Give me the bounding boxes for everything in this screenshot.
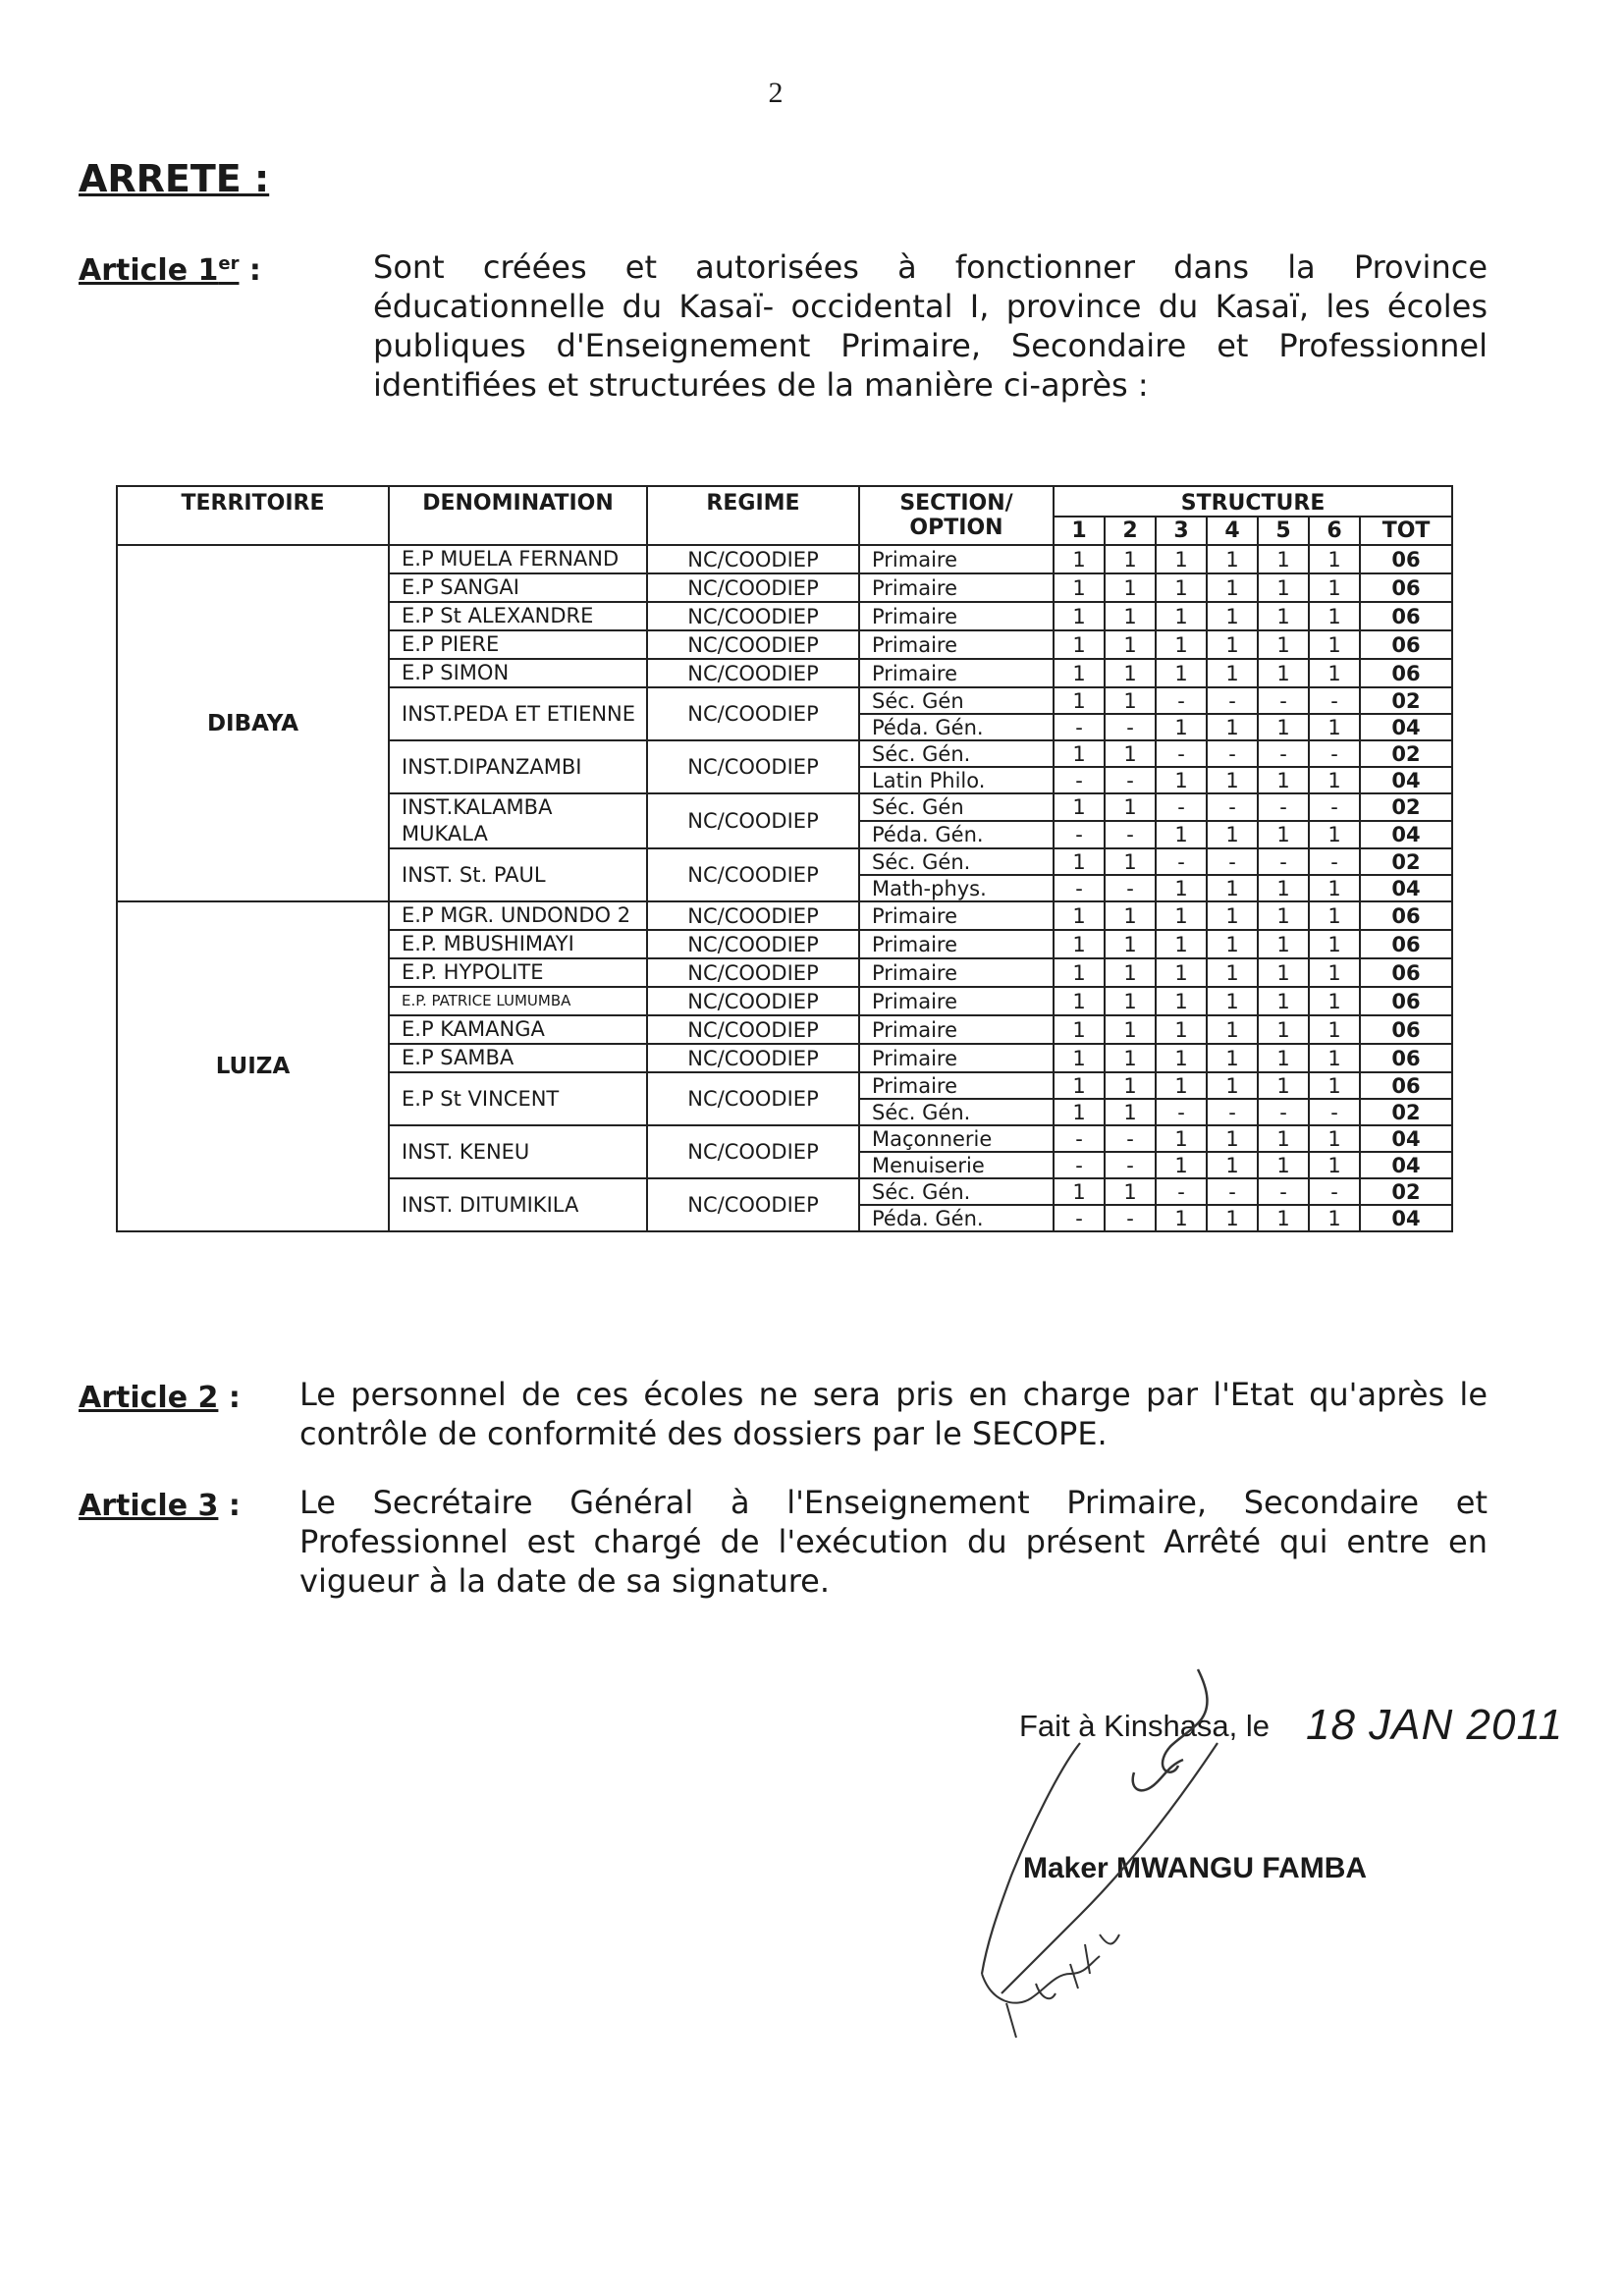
structure-year-1: 1 bbox=[1054, 930, 1105, 958]
structure-year-3: 1 bbox=[1156, 767, 1207, 793]
article-3-label: Article 3 : bbox=[79, 1489, 241, 1523]
structure-year-4: 1 bbox=[1207, 1015, 1258, 1044]
structure-year-6: 1 bbox=[1309, 1152, 1360, 1178]
structure-total: 06 bbox=[1360, 1015, 1452, 1044]
structure-year-4: 1 bbox=[1207, 1205, 1258, 1231]
structure-year-6: 1 bbox=[1309, 659, 1360, 687]
decree-heading: ARRETE : bbox=[79, 157, 270, 200]
structure-year-1: 1 bbox=[1054, 545, 1105, 573]
header-col-tot: TOT bbox=[1360, 517, 1452, 545]
header-denomination: DENOMINATION bbox=[389, 486, 647, 545]
school-regime: NC/COODIEP bbox=[647, 740, 859, 793]
structure-year-2: - bbox=[1105, 767, 1156, 793]
school-name: E.P PIERE bbox=[389, 630, 647, 659]
section-option: Latin Philo. bbox=[859, 767, 1054, 793]
structure-year-6: 1 bbox=[1309, 930, 1360, 958]
structure-total: 04 bbox=[1360, 1125, 1452, 1152]
handwritten-signature bbox=[962, 1650, 1316, 2072]
structure-year-5: 1 bbox=[1258, 901, 1309, 930]
structure-total: 06 bbox=[1360, 602, 1452, 630]
structure-year-2: 1 bbox=[1105, 793, 1156, 821]
school-name: E.P. MBUSHIMAYI bbox=[389, 930, 647, 958]
structure-year-2: 1 bbox=[1105, 687, 1156, 714]
section-option: Séc. Gén. bbox=[859, 1178, 1054, 1205]
structure-year-3: - bbox=[1156, 848, 1207, 875]
article-3-text: Le Secrétaire Général à l'Enseignement Primaire, Secondaire et Professionnel est chargé de l'exécution du présent Arrêté qui entre en vigueur à la date de sa signature. bbox=[299, 1484, 1488, 1600]
structure-year-2: 1 bbox=[1105, 930, 1156, 958]
school-regime: NC/COODIEP bbox=[647, 1044, 859, 1072]
structure-year-6: - bbox=[1309, 740, 1360, 767]
structure-year-1: 1 bbox=[1054, 1015, 1105, 1044]
structure-year-6: 1 bbox=[1309, 875, 1360, 901]
structure-year-4: 1 bbox=[1207, 545, 1258, 573]
structure-year-2: 1 bbox=[1105, 545, 1156, 573]
header-col-4: 4 bbox=[1207, 517, 1258, 545]
structure-year-5: 1 bbox=[1258, 1205, 1309, 1231]
structure-year-4: 1 bbox=[1207, 659, 1258, 687]
structure-year-5: 1 bbox=[1258, 1125, 1309, 1152]
section-option: Math-phys. bbox=[859, 875, 1054, 901]
structure-year-3: 1 bbox=[1156, 1072, 1207, 1099]
section-option: Péda. Gén. bbox=[859, 821, 1054, 848]
structure-year-2: 1 bbox=[1105, 1044, 1156, 1072]
school-name: E.P MUELA FERNAND bbox=[389, 545, 647, 573]
structure-total: 04 bbox=[1360, 821, 1452, 848]
school-regime: NC/COODIEP bbox=[647, 659, 859, 687]
structure-year-6: 1 bbox=[1309, 1125, 1360, 1152]
structure-year-6: 1 bbox=[1309, 573, 1360, 602]
structure-year-2: 1 bbox=[1105, 659, 1156, 687]
structure-year-1: - bbox=[1054, 767, 1105, 793]
school-name: E.P SANGAI bbox=[389, 573, 647, 602]
structure-year-1: 1 bbox=[1054, 659, 1105, 687]
section-option: Primaire bbox=[859, 573, 1054, 602]
section-option: Primaire bbox=[859, 1072, 1054, 1099]
structure-year-4: 1 bbox=[1207, 630, 1258, 659]
structure-year-1: 1 bbox=[1054, 1072, 1105, 1099]
structure-year-2: 1 bbox=[1105, 740, 1156, 767]
structure-year-5: 1 bbox=[1258, 602, 1309, 630]
structure-total: 04 bbox=[1360, 1152, 1452, 1178]
structure-year-4: 1 bbox=[1207, 1044, 1258, 1072]
header-territoire: TERRITOIRE bbox=[117, 486, 389, 545]
school-name: INST. DITUMIKILA bbox=[389, 1178, 647, 1231]
header-col-5: 5 bbox=[1258, 517, 1309, 545]
structure-year-1: 1 bbox=[1054, 740, 1105, 767]
structure-year-1: - bbox=[1054, 821, 1105, 848]
structure-year-5: 1 bbox=[1258, 1015, 1309, 1044]
structure-year-6: 1 bbox=[1309, 714, 1360, 740]
section-option: Séc. Gén. bbox=[859, 1099, 1054, 1125]
school-regime: NC/COODIEP bbox=[647, 573, 859, 602]
header-col-2: 2 bbox=[1105, 517, 1156, 545]
structure-year-2: 1 bbox=[1105, 1178, 1156, 1205]
school-name: E.P KAMANGA bbox=[389, 1015, 647, 1044]
header-col-1: 1 bbox=[1054, 517, 1105, 545]
territory-name: LUIZA bbox=[117, 901, 389, 1231]
structure-total: 02 bbox=[1360, 740, 1452, 767]
school-regime: NC/COODIEP bbox=[647, 1015, 859, 1044]
structure-year-1: 1 bbox=[1054, 602, 1105, 630]
structure-year-3: - bbox=[1156, 1178, 1207, 1205]
school-regime: NC/COODIEP bbox=[647, 848, 859, 901]
section-option: Séc. Gén. bbox=[859, 848, 1054, 875]
structure-year-3: 1 bbox=[1156, 1015, 1207, 1044]
article-1-label: Article 1er : bbox=[79, 253, 261, 288]
structure-year-2: - bbox=[1105, 821, 1156, 848]
structure-year-5: - bbox=[1258, 687, 1309, 714]
article-2-text: Le personnel de ces écoles ne sera pris en charge par l'Etat qu'après le contrôle de conformité des dossiers par le SECOPE. bbox=[299, 1376, 1488, 1452]
structure-year-2: 1 bbox=[1105, 1072, 1156, 1099]
school-name: E.P MGR. UNDONDO 2 bbox=[389, 901, 647, 930]
structure-year-4: - bbox=[1207, 1099, 1258, 1125]
signer-name: Maker MWANGU FAMBA bbox=[1023, 1852, 1368, 1884]
school-regime: NC/COODIEP bbox=[647, 1178, 859, 1231]
structure-year-1: 1 bbox=[1054, 1099, 1105, 1125]
structure-year-6: - bbox=[1309, 793, 1360, 821]
structure-total: 04 bbox=[1360, 714, 1452, 740]
table-body bbox=[117, 545, 1452, 1231]
structure-year-4: - bbox=[1207, 687, 1258, 714]
section-option: Primaire bbox=[859, 1044, 1054, 1072]
structure-year-1: 1 bbox=[1054, 793, 1105, 821]
structure-year-3: - bbox=[1156, 740, 1207, 767]
structure-year-3: - bbox=[1156, 687, 1207, 714]
school-regime: NC/COODIEP bbox=[647, 793, 859, 848]
structure-total: 04 bbox=[1360, 875, 1452, 901]
structure-year-3: 1 bbox=[1156, 630, 1207, 659]
page-number: 2 bbox=[768, 77, 784, 109]
structure-total: 06 bbox=[1360, 1044, 1452, 1072]
structure-year-2: 1 bbox=[1105, 848, 1156, 875]
header-structure: STRUCTURE bbox=[1054, 486, 1452, 517]
structure-year-3: 1 bbox=[1156, 930, 1207, 958]
structure-year-1: 1 bbox=[1054, 958, 1105, 987]
section-option: Menuiserie bbox=[859, 1152, 1054, 1178]
structure-year-1: - bbox=[1054, 714, 1105, 740]
structure-year-3: 1 bbox=[1156, 1044, 1207, 1072]
structure-year-5: 1 bbox=[1258, 573, 1309, 602]
structure-year-5: 1 bbox=[1258, 930, 1309, 958]
school-name: E.P St ALEXANDRE bbox=[389, 602, 647, 630]
structure-year-2: 1 bbox=[1105, 602, 1156, 630]
structure-year-5: - bbox=[1258, 1099, 1309, 1125]
structure-year-4: 1 bbox=[1207, 1125, 1258, 1152]
structure-total: 06 bbox=[1360, 573, 1452, 602]
school-name: E.P. PATRICE LUMUMBA bbox=[389, 987, 647, 1015]
structure-year-5: - bbox=[1258, 793, 1309, 821]
structure-year-2: 1 bbox=[1105, 958, 1156, 987]
structure-year-3: 1 bbox=[1156, 545, 1207, 573]
structure-year-5: - bbox=[1258, 1178, 1309, 1205]
structure-year-3: 1 bbox=[1156, 821, 1207, 848]
structure-total: 06 bbox=[1360, 930, 1452, 958]
structure-year-6: 1 bbox=[1309, 821, 1360, 848]
structure-year-6: 1 bbox=[1309, 602, 1360, 630]
structure-year-4: 1 bbox=[1207, 987, 1258, 1015]
section-option: Péda. Gén. bbox=[859, 1205, 1054, 1231]
structure-total: 06 bbox=[1360, 901, 1452, 930]
structure-year-3: 1 bbox=[1156, 875, 1207, 901]
structure-year-4: 1 bbox=[1207, 958, 1258, 987]
structure-year-4: 1 bbox=[1207, 714, 1258, 740]
structure-total: 02 bbox=[1360, 1178, 1452, 1205]
structure-year-1: - bbox=[1054, 875, 1105, 901]
structure-year-2: - bbox=[1105, 875, 1156, 901]
structure-year-4: 1 bbox=[1207, 930, 1258, 958]
structure-total: 04 bbox=[1360, 767, 1452, 793]
structure-total: 06 bbox=[1360, 987, 1452, 1015]
school-name: INST. KENEU bbox=[389, 1125, 647, 1178]
structure-year-4: 1 bbox=[1207, 1152, 1258, 1178]
structure-year-4: - bbox=[1207, 793, 1258, 821]
school-regime: NC/COODIEP bbox=[647, 630, 859, 659]
structure-year-5: 1 bbox=[1258, 1152, 1309, 1178]
section-option: Maçonnerie bbox=[859, 1125, 1054, 1152]
school-regime: NC/COODIEP bbox=[647, 930, 859, 958]
header-col-6: 6 bbox=[1309, 517, 1360, 545]
structure-year-4: 1 bbox=[1207, 1072, 1258, 1099]
structure-year-4: 1 bbox=[1207, 602, 1258, 630]
structure-total: 06 bbox=[1360, 1072, 1452, 1099]
section-option: Primaire bbox=[859, 987, 1054, 1015]
structure-year-6: 1 bbox=[1309, 1015, 1360, 1044]
structure-year-4: 1 bbox=[1207, 573, 1258, 602]
structure-year-6: 1 bbox=[1309, 958, 1360, 987]
structure-year-3: 1 bbox=[1156, 1125, 1207, 1152]
structure-year-4: - bbox=[1207, 740, 1258, 767]
section-option: Séc. Gén bbox=[859, 687, 1054, 714]
structure-year-5: - bbox=[1258, 740, 1309, 767]
structure-year-1: 1 bbox=[1054, 848, 1105, 875]
structure-year-6: - bbox=[1309, 1178, 1360, 1205]
section-option: Primaire bbox=[859, 630, 1054, 659]
structure-year-5: 1 bbox=[1258, 630, 1309, 659]
structure-year-6: 1 bbox=[1309, 1205, 1360, 1231]
section-option: Péda. Gén. bbox=[859, 714, 1054, 740]
structure-year-5: 1 bbox=[1258, 875, 1309, 901]
section-option: Primaire bbox=[859, 958, 1054, 987]
structure-year-6: 1 bbox=[1309, 987, 1360, 1015]
structure-total: 06 bbox=[1360, 630, 1452, 659]
section-option: Séc. Gén. bbox=[859, 740, 1054, 767]
school-regime: NC/COODIEP bbox=[647, 602, 859, 630]
structure-total: 02 bbox=[1360, 687, 1452, 714]
structure-year-2: - bbox=[1105, 1205, 1156, 1231]
structure-year-5: 1 bbox=[1258, 1072, 1309, 1099]
structure-year-5: - bbox=[1258, 848, 1309, 875]
date-stamp: 18 JAN 2011 bbox=[1306, 1701, 1564, 1749]
section-option: Primaire bbox=[859, 659, 1054, 687]
structure-year-2: 1 bbox=[1105, 1015, 1156, 1044]
section-option: Primaire bbox=[859, 602, 1054, 630]
structure-year-6: - bbox=[1309, 1099, 1360, 1125]
structure-year-6: 1 bbox=[1309, 630, 1360, 659]
structure-year-5: 1 bbox=[1258, 659, 1309, 687]
structure-year-3: 1 bbox=[1156, 901, 1207, 930]
structure-year-5: 1 bbox=[1258, 545, 1309, 573]
structure-year-3: 1 bbox=[1156, 659, 1207, 687]
structure-year-5: 1 bbox=[1258, 1044, 1309, 1072]
school-name: INST.DIPANZAMBI bbox=[389, 740, 647, 793]
structure-total: 06 bbox=[1360, 659, 1452, 687]
structure-year-4: 1 bbox=[1207, 901, 1258, 930]
structure-year-1: 1 bbox=[1054, 1044, 1105, 1072]
structure-year-3: 1 bbox=[1156, 573, 1207, 602]
structure-year-1: 1 bbox=[1054, 901, 1105, 930]
structure-year-1: 1 bbox=[1054, 687, 1105, 714]
school-regime: NC/COODIEP bbox=[647, 687, 859, 740]
structure-year-1: 1 bbox=[1054, 630, 1105, 659]
structure-total: 06 bbox=[1360, 958, 1452, 987]
structure-year-1: 1 bbox=[1054, 1178, 1105, 1205]
school-regime: NC/COODIEP bbox=[647, 958, 859, 987]
structure-year-5: 1 bbox=[1258, 958, 1309, 987]
section-option: Primaire bbox=[859, 901, 1054, 930]
header-regime: REGIME bbox=[647, 486, 859, 545]
structure-year-5: 1 bbox=[1258, 767, 1309, 793]
structure-year-1: - bbox=[1054, 1125, 1105, 1152]
structure-year-1: 1 bbox=[1054, 573, 1105, 602]
structure-year-1: - bbox=[1054, 1152, 1105, 1178]
school-name: INST. St. PAUL bbox=[389, 848, 647, 901]
structure-year-3: - bbox=[1156, 793, 1207, 821]
table-row bbox=[117, 901, 1452, 930]
structure-year-3: - bbox=[1156, 1099, 1207, 1125]
structure-year-2: - bbox=[1105, 714, 1156, 740]
structure-year-4: - bbox=[1207, 848, 1258, 875]
structure-year-6: - bbox=[1309, 687, 1360, 714]
structure-year-3: 1 bbox=[1156, 987, 1207, 1015]
school-name: INST.KALAMBA MUKALA bbox=[389, 793, 647, 848]
section-option: Primaire bbox=[859, 545, 1054, 573]
school-regime: NC/COODIEP bbox=[647, 901, 859, 930]
structure-year-3: 1 bbox=[1156, 714, 1207, 740]
article-2-label: Article 2 : bbox=[79, 1381, 241, 1415]
structure-year-5: 1 bbox=[1258, 821, 1309, 848]
structure-year-5: 1 bbox=[1258, 714, 1309, 740]
structure-year-2: 1 bbox=[1105, 901, 1156, 930]
structure-year-2: - bbox=[1105, 1152, 1156, 1178]
structure-year-6: 1 bbox=[1309, 767, 1360, 793]
school-name: E.P SIMON bbox=[389, 659, 647, 687]
structure-year-3: 1 bbox=[1156, 1152, 1207, 1178]
structure-total: 02 bbox=[1360, 848, 1452, 875]
structure-year-1: - bbox=[1054, 1205, 1105, 1231]
structure-year-5: 1 bbox=[1258, 987, 1309, 1015]
school-name: INST.PEDA ET ETIENNE bbox=[389, 687, 647, 740]
section-option: Séc. Gén bbox=[859, 793, 1054, 821]
school-regime: NC/COODIEP bbox=[647, 545, 859, 573]
school-name: E.P SAMBA bbox=[389, 1044, 647, 1072]
structure-total: 04 bbox=[1360, 1205, 1452, 1231]
structure-year-1: 1 bbox=[1054, 987, 1105, 1015]
section-option: Primaire bbox=[859, 1015, 1054, 1044]
structure-year-4: 1 bbox=[1207, 821, 1258, 848]
structure-total: 02 bbox=[1360, 793, 1452, 821]
structure-year-3: 1 bbox=[1156, 958, 1207, 987]
school-regime: NC/COODIEP bbox=[647, 1072, 859, 1125]
header-col-3: 3 bbox=[1156, 517, 1207, 545]
structure-year-4: 1 bbox=[1207, 875, 1258, 901]
structure-year-6: 1 bbox=[1309, 1072, 1360, 1099]
structure-year-6: 1 bbox=[1309, 545, 1360, 573]
structure-year-2: 1 bbox=[1105, 1099, 1156, 1125]
structure-year-2: 1 bbox=[1105, 630, 1156, 659]
school-regime: NC/COODIEP bbox=[647, 1125, 859, 1178]
structure-year-3: 1 bbox=[1156, 602, 1207, 630]
structure-year-2: 1 bbox=[1105, 987, 1156, 1015]
structure-year-2: 1 bbox=[1105, 573, 1156, 602]
structure-total: 06 bbox=[1360, 545, 1452, 573]
structure-year-6: 1 bbox=[1309, 901, 1360, 930]
structure-year-4: 1 bbox=[1207, 767, 1258, 793]
header-section-option: SECTION/ OPTION bbox=[859, 486, 1054, 545]
place-line: Fait à Kinshasa, le bbox=[1019, 1709, 1271, 1743]
section-option: Primaire bbox=[859, 930, 1054, 958]
territory-name: DIBAYA bbox=[117, 545, 389, 901]
table-row bbox=[117, 545, 1452, 573]
structure-year-6: - bbox=[1309, 848, 1360, 875]
structure-total: 02 bbox=[1360, 1099, 1452, 1125]
structure-year-3: 1 bbox=[1156, 1205, 1207, 1231]
structure-year-2: - bbox=[1105, 1125, 1156, 1152]
school-name: E.P. HYPOLITE bbox=[389, 958, 647, 987]
school-regime: NC/COODIEP bbox=[647, 987, 859, 1015]
school-name: E.P St VINCENT bbox=[389, 1072, 647, 1125]
article-1-text: Sont créées et autorisées à fonctionner dans la Province éducationnelle du Kasaï- occidental I, province du Kasaï, les écoles publiques d'Enseignement Primaire, Secondaire et Professionnel identifiées et structurées de la manière ci-après : bbox=[373, 248, 1488, 404]
structure-year-4: - bbox=[1207, 1178, 1258, 1205]
structure-year-6: 1 bbox=[1309, 1044, 1360, 1072]
schools-table bbox=[116, 485, 1453, 1232]
